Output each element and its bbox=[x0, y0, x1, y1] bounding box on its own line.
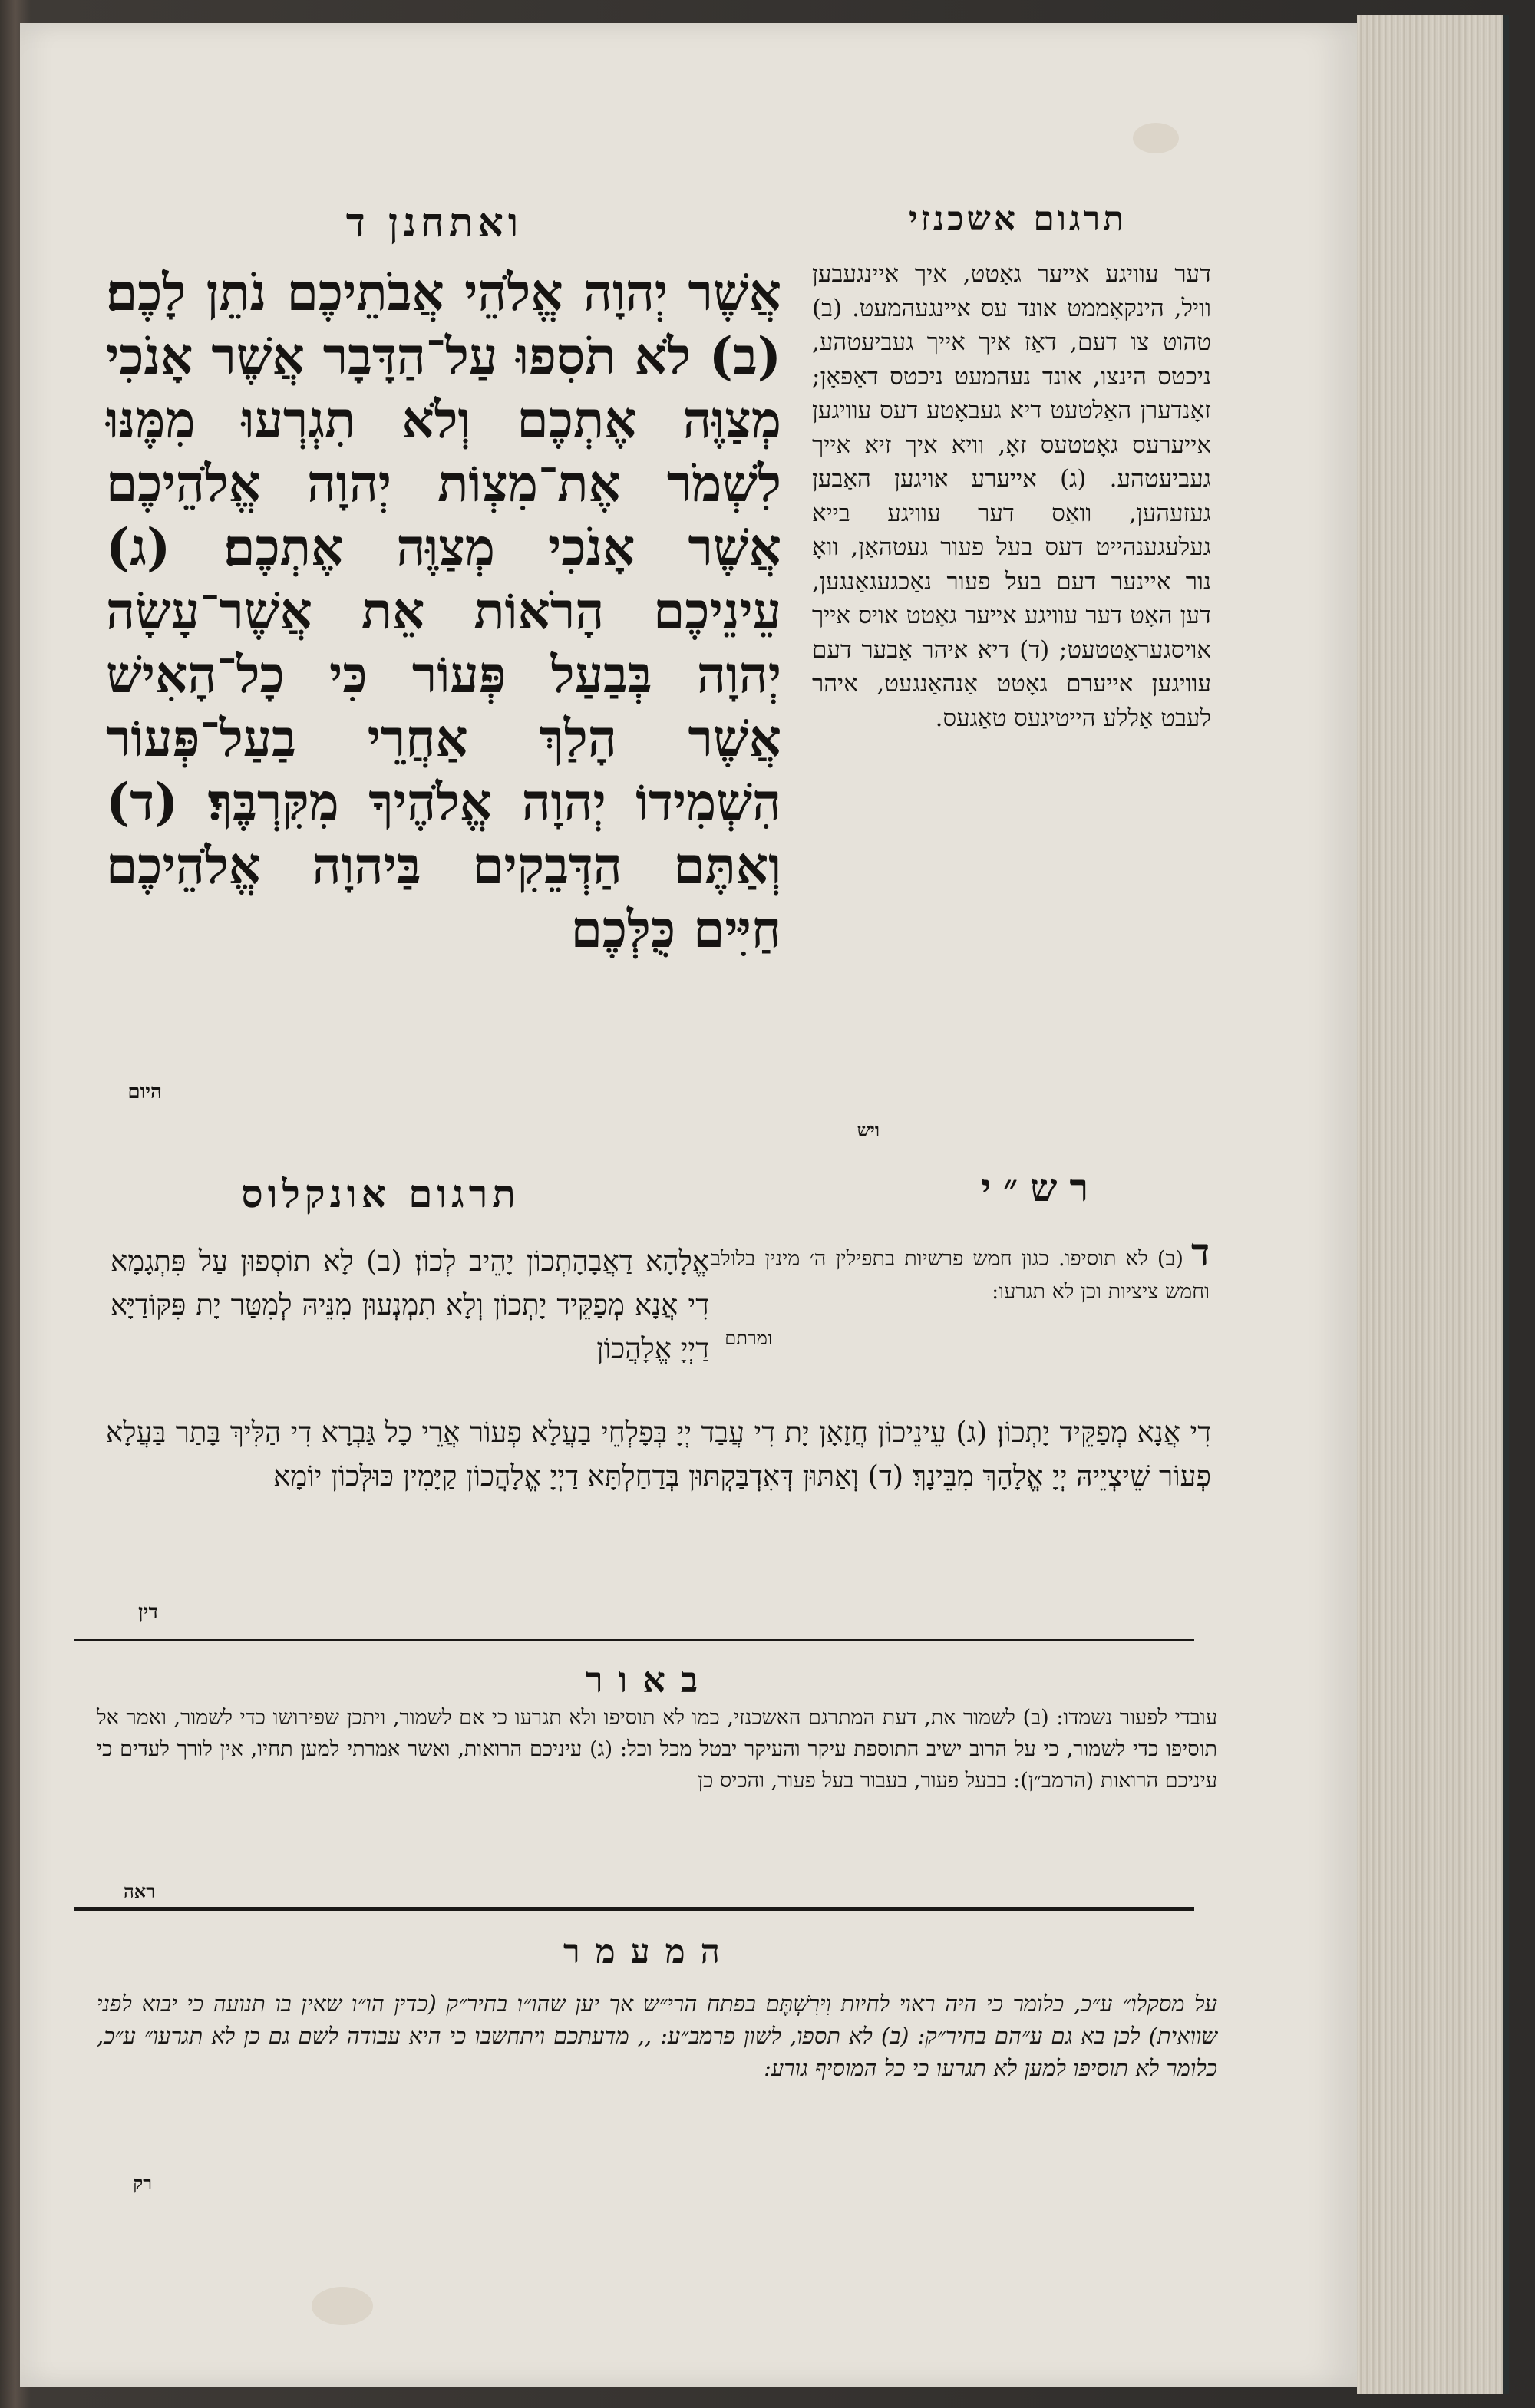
divider-rule-thick bbox=[74, 1907, 1194, 1911]
hamaatir-text: על מסקלו״ ע״כ, כלומר כי היה ראוי לחיות וִירִשְׁתֶּם בפתח הרי״ש אך יען שהו״ו בחיר״ק (כדין הו״ו שאין בו תנועה כי יבוא לפני שוואית) לכן בא גם ע״הם בחיר״ק: (ב) לא תספו, לשון פרמב״ע: ,, מדעתכם ויתחשבו כי היא עבודה לשם גם כן לא תגרעו״ ע״כ, כלומר לא תוסיפו למען לא תגרעו כי כל המוסיף גורע: bbox=[97, 1991, 1217, 2081]
rashi-text: (ב) לא תוסיפו. כגון חמש פרשיות בתפילין ה׳ מינין בלולב וחמש ציציות וכן לא תגרעו: bbox=[711, 1247, 1210, 1304]
main-catchword: היום bbox=[127, 1080, 162, 1103]
biur-title: באור bbox=[585, 1659, 714, 1700]
page-edges bbox=[1357, 15, 1509, 2394]
onkelos-text-continued: דִי אֲנָא מְפַקֵּיד יָתְכוֹן׃ (ג) עֵינֵיכוֹן חֲזָאָן יָת דִי עֲבַד יְיָ בְּפָלְחֵי בַעֲלָא פְעוֹר אֲרֵי כָל גַּבְרָא דִי הַלִּיךְ בָּתַר בַּעֲלָא פְעוֹר שֵׁיצְיֵיהּ יְיָ אֱלָהָךְ מִבֵּינָךְ׃ (ד) וְאַתּוּן דְּאִדְבַּקְתּוּן בְּדַחַלְתָּא דַיְיָ אֱלָהֲכוֹן קַיָּמִין כּוּלְּכוֹן יוֹמָא bbox=[106, 1416, 1211, 1493]
yiddish-translation-text: דער עוויגע אייער גאָטט, איך איינגעבען וויל, הינקאָממט אונד עס איינגעהמעט. (ב) טהוט צו דעם, דאַז איך אייך געביעטהע, ניכטס הינצו, אונד נעהמעט ניכטס דאַפאָן; זאָנדערן האַלטעט דיא געבאָטע דעס עוויגען אייערעס גאָטטעס זאָ, וויא איך זיא אייך געביעטהע. (ג) אייערע אויגען האָבען געזעהען, וואַס דער עוויגע בייא געלעגענהייט דעס בעל פעור געטהאַן, וואָ נור איינער דעם בעל פעור נאַכגעגאַנגען, דען האָט דער עוויגע אייער גאָטט אויס אייך אויסגעראָטטעט; (ד) דיא איהר אַבער דעם עוויגען אייערם גאָטט אַנהאַנגעט, איהר לעבט אַללע הייטיגעס טאַגעס. bbox=[812, 260, 1211, 732]
header-targum-ashkenazi: תרגום אשכנזי bbox=[908, 200, 1127, 239]
rashi-lead-letter: ד bbox=[1190, 1229, 1210, 1275]
hamaatir-catchword: רק bbox=[133, 2172, 152, 2194]
divider-rule bbox=[74, 1639, 1194, 1641]
rashi-text-block bbox=[711, 1229, 1210, 1308]
book-page bbox=[20, 23, 1357, 2387]
torah-main-text: אֲשֶׁר יְהוָה אֱלֹהֵי אֲבֹתֵיכֶם נֹתֵן לָכֶם׃ (ב) לֹא תֹסִפוּ עַל־הַדָּבָר אֲשֶׁר אָנֹכִי מְצַוֶּה אֶתְכֶם וְלֹא תִגְרְעוּ מִמֶּנּוּ לִשְׁמֹר אֶת־מִצְוֹת יְהוָה אֱלֹהֵיכֶם אֲשֶׁר אָנֹכִי מְצַוֶּה אֶתְכֶם׃ (ג) עֵינֵיכֶם הָרֹאוֹת אֵת אֲשֶׁר־עָשָׂה יְהוָה בְּבַעַל פְּעוֹר כִּי כָל־הָאִישׁ אֲשֶׁר הָלַךְ אַחֲרֵי בַעַל־פְּעוֹר הִשְׁמִידוֹ יְהוָה אֱלֹהֶיךָ מִקִּרְבֶּךָ׃ (ד) וְאַתֶּם הַדְּבֵקִים בַּיהוָה אֱלֹהֵיכֶם חַיִּים כֻּלְּכֶם bbox=[106, 262, 781, 959]
onkelos-text: אֱלָהָא דַאֲבָהָתְכוֹן יָהֵיב לְכוֹן׃ (ב) לָא תוֹסְפוּן עַל פִּתְגָמָא דִי אֲנָא מְפַקֵּיד יָתְכוֹן וְלָא תִמְנְעוּן מִנֵּיהּ לְמִטַּר יָת פִּקּוֹדַיָּא דַיְיָ אֱלָהֲכוֹן bbox=[111, 1245, 709, 1365]
hamaatir-title: המעמר bbox=[563, 1932, 735, 1971]
header-parasha: ואתחנן ד bbox=[345, 200, 523, 246]
yiddish-catchword: ויש bbox=[857, 1119, 880, 1141]
biur-text: עובדי לפעור נשמדו: (ב) לשמור את, דעת המתרגם האשכנזי, כמו לא תוסיפו ולא תגרעו כי אם לשמור, ויתכן שפירושו כדי לשמור, ואמר אל תוסיפו כדי לשמור, כי על הרוב ישיב התוספת עיקר והעיקר יבטל מכל וכל: (ג) עיניכם הרואות, ואשר אמרתי למען תחיו, אין לורך לעדים כי עיניכם הרואות (הרמב״ן): בבעל פעור, בעבור בעל פעור, והכיס כן bbox=[97, 1706, 1217, 1793]
rashi-catchword: ומרתם bbox=[725, 1328, 772, 1349]
biur-catchword: ראה bbox=[123, 1880, 155, 1902]
rashi-title: רש״י bbox=[980, 1165, 1101, 1210]
onkelos-catchword: דין bbox=[138, 1601, 158, 1624]
onkelos-title: תרגום אונקלוס bbox=[241, 1171, 520, 1216]
